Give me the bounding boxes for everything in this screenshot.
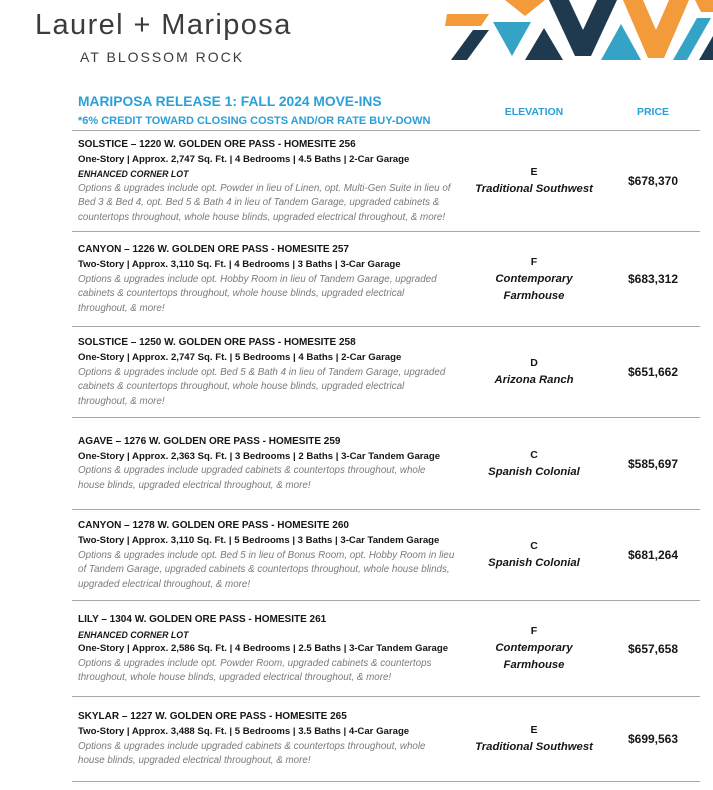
logo-shape: [601, 24, 641, 60]
elevation-code: F: [530, 255, 538, 268]
elevation-code: E: [530, 166, 538, 178]
options-line: Options & upgrades include opt. Hobby Room in lieu of Tandem Garage, upgraded: [78, 273, 437, 285]
elevation-style: Contemporary: [495, 272, 573, 285]
elevation-style: Spanish Colonial: [488, 557, 580, 569]
brand-tagline: AT BLOSSOM ROCK: [80, 49, 245, 65]
elevation-style: Farmhouse: [503, 289, 565, 302]
homesite-title: SOLSTICE – 1220 W. GOLDEN ORE PASS - HOMESITE 256: [78, 138, 356, 150]
homesite-row: [72, 131, 700, 232]
homesite-row: [72, 510, 700, 601]
options-note: [78, 366, 462, 410]
price-cell: $678,370: [627, 174, 679, 188]
options-line: Options & upgrades include upgraded cabinets & countertops throughout, whole: [78, 465, 426, 477]
homesite-row: [72, 418, 700, 510]
homesite-details: [72, 709, 462, 769]
elevation-cell: [462, 722, 606, 756]
homesite-title: AGAVE – 1276 W. GOLDEN ORE PASS - HOMESITE 259: [78, 435, 341, 447]
options-line: countertops throughout, whole house blinds, upgraded electrical throughout, & more!: [78, 211, 446, 223]
elevation-cell: [462, 538, 606, 572]
options-line: throughout, whole house blinds, upgraded electrical throughout, & more!: [78, 672, 392, 683]
homesite-details: [72, 518, 462, 592]
options-line: cabinets & countertops throughout, whole house blinds, upgraded electrical: [78, 381, 405, 392]
logo-shape: [525, 28, 563, 60]
brand-logo-icon: [445, 0, 713, 64]
options-line: Options & upgrades include opt. Bed 5 in lieu of Bonus Room, opt. Hobby Room in lieu: [78, 549, 455, 561]
elevation-cell: [462, 447, 606, 481]
homesite-table: [72, 130, 700, 782]
logo-shape: [493, 22, 531, 56]
homesite-row: [72, 327, 700, 418]
options-line: Options & upgrades include opt. Powder in lieu of Linen, opt. Multi-Gen Suite in lieu of: [78, 182, 451, 194]
home-specs: One-Story | Approx. 2,586 Sq. Ft. | 4 Bedrooms | 2.5 Baths | 3-Car Tandem Garage: [78, 643, 449, 654]
options-line: throughout, & more!: [78, 302, 165, 314]
logo-shape: [445, 14, 489, 26]
lot-feature: ENHANCED CORNER LOT: [78, 169, 189, 180]
options-note: [78, 740, 462, 769]
options-note: [78, 657, 462, 686]
price-cell: $683,312: [627, 272, 679, 286]
elevation-style: Traditional Southwest: [475, 741, 593, 753]
homesite-details: [72, 434, 462, 494]
options-note: [78, 182, 462, 226]
elevation-style: Traditional Southwest: [475, 183, 593, 195]
brand-name: Laurel + Mariposa: [35, 9, 292, 41]
home-specs: One-Story | Approx. 2,747 Sq. Ft. | 4 Bedrooms | 4.5 Baths | 2-Car Garage: [78, 153, 410, 165]
elevation-cell: [462, 355, 606, 389]
elevation-style: Farmhouse: [503, 659, 565, 671]
home-specs: Two-Story | Approx. 3,110 Sq. Ft. | 5 Bedrooms | 3 Baths | 3-Car Tandem Garage: [78, 535, 440, 546]
options-line: upgraded electrical throughout, & more!: [78, 578, 251, 590]
options-line: Options & upgrades include upgraded cabinets & countertops throughout, whole: [78, 740, 426, 752]
logo-shape: [699, 36, 713, 60]
elevation-cell: [462, 254, 606, 305]
elevation-style: Spanish Colonial: [488, 465, 580, 478]
elevation-code: F: [530, 625, 538, 637]
options-line: Bed 3 & Bed 4, opt. Bed 5 & Bath 4 in lieu of Tandem Garage, upgraded cabinets &: [78, 197, 440, 209]
options-line: of Tandem Garage, upgraded cabinets & countertops throughout, whole house blinds,: [78, 564, 450, 575]
homesite-title: SKYLAR – 1227 W. GOLDEN ORE PASS - HOMESITE 265: [78, 711, 347, 723]
price-cell: $699,563: [627, 732, 679, 746]
release-note: *6% CREDIT TOWARD CLOSING COSTS AND/OR RATE BUY-DOWN: [78, 115, 431, 127]
homesite-title: CANYON – 1278 W. GOLDEN ORE PASS - HOMESITE 260: [78, 520, 349, 531]
homesite-details: [72, 335, 462, 409]
logo-shape: [451, 30, 489, 60]
elevation-code: C: [530, 540, 538, 552]
options-line: Options & upgrades include opt. Powder Room, upgraded cabinets & countertops: [78, 657, 432, 669]
price-cell: $681,264: [627, 548, 679, 562]
options-note: [78, 273, 462, 317]
logo-shape: [549, 0, 617, 56]
home-specs: One-Story | Approx. 2,363 Sq. Ft. | 3 Bedrooms | 2 Baths | 3-Car Tandem Garage: [78, 450, 441, 462]
price-cell: $657,658: [627, 641, 679, 656]
elevation-cell: [462, 623, 606, 674]
homesite-title: LILY – 1304 W. GOLDEN ORE PASS - HOMESITE 261: [78, 613, 327, 625]
lot-feature: ENHANCED CORNER LOT: [78, 629, 189, 640]
logo-shape: [505, 0, 545, 16]
options-line: throughout, & more!: [78, 395, 165, 407]
elevation-code: E: [530, 724, 538, 736]
logo-shape: [695, 0, 713, 12]
homesite-title: CANYON – 1226 W. GOLDEN ORE PASS - HOMESITE 257: [78, 244, 349, 255]
home-specs: Two-Story | Approx. 3,488 Sq. Ft. | 5 Bedrooms | 3.5 Baths | 4-Car Garage: [78, 726, 410, 738]
price-column-header: PRICE: [636, 106, 670, 118]
homesite-row: [72, 697, 700, 782]
options-line: Options & upgrades include opt. Bed 5 & Bath 4 in lieu of Tandem Garage, upgraded: [78, 366, 446, 378]
options-line: cabinets & countertops throughout, whole house blinds, upgraded electrical: [78, 288, 405, 299]
options-line: house blinds, upgraded electrical throughout, & more!: [78, 479, 311, 491]
options-note: [78, 549, 462, 593]
homesite-details: [72, 137, 462, 226]
price-cell: $651,662: [627, 365, 679, 379]
release-title: MARIPOSA RELEASE 1: FALL 2024 MOVE-INS: [78, 94, 382, 109]
options-line: house blinds, upgraded electrical throughout, & more!: [78, 755, 311, 767]
home-specs: Two-Story | Approx. 3,110 Sq. Ft. | 4 Bedrooms | 3 Baths | 3-Car Garage: [78, 259, 401, 270]
homesite-row: [72, 601, 700, 697]
homesite-details: [72, 612, 462, 686]
home-specs: One-Story | Approx. 2,747 Sq. Ft. | 5 Bedrooms | 4 Baths | 2-Car Garage: [78, 352, 402, 363]
elevation-column-header: ELEVATION: [504, 106, 564, 118]
elevation-code: D: [530, 357, 538, 369]
elevation-style: Arizona Ranch: [494, 374, 574, 386]
price-cell: $585,697: [627, 456, 679, 471]
homesite-title: SOLSTICE – 1250 W. GOLDEN ORE PASS - HOMESITE 258: [78, 337, 356, 348]
homesite-row: [72, 232, 700, 327]
elevation-cell: [462, 164, 606, 198]
elevation-style: Contemporary: [495, 642, 573, 654]
elevation-code: C: [530, 448, 538, 461]
homesite-details: [72, 242, 462, 316]
options-note: [78, 464, 462, 493]
